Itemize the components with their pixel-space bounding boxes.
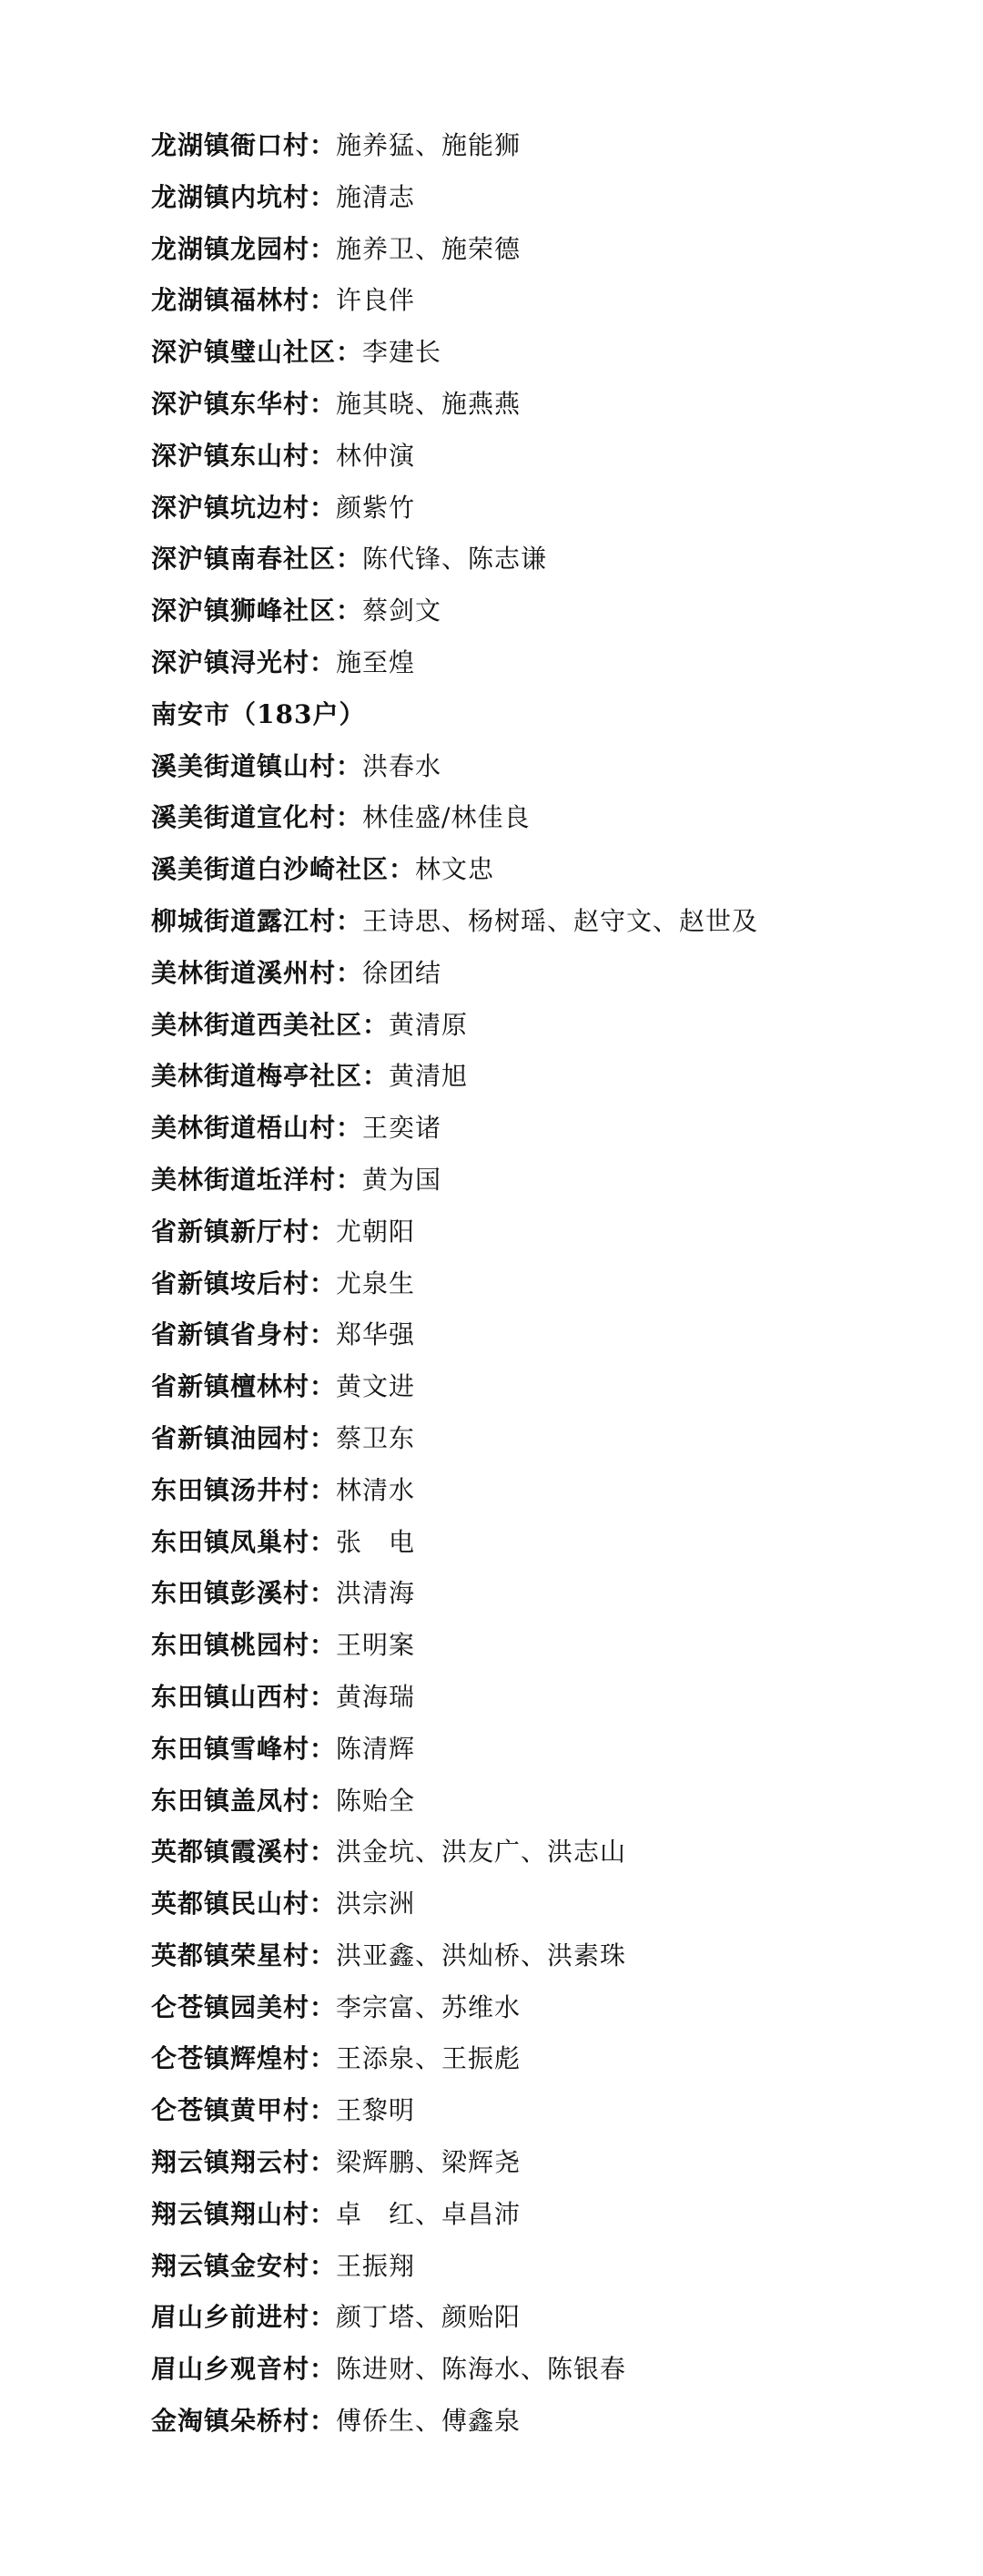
separator-colon: ： — [309, 181, 337, 212]
place-name: 英都镇荣星村 — [151, 1940, 310, 1970]
person-names: 施至煌 — [336, 647, 416, 677]
person-names: 颜紫竹 — [336, 492, 416, 523]
place-name: 东田镇汤井村 — [151, 1474, 310, 1505]
separator-colon: ： — [336, 337, 363, 368]
person-names: 林文忠 — [415, 854, 495, 885]
person-names: 施养卫、施荣德 — [336, 233, 522, 264]
place-name: 溪美街道镇山村 — [151, 750, 337, 781]
person-names: 林清水 — [336, 1474, 416, 1505]
place-name: 省新镇新厅村 — [151, 1216, 310, 1247]
separator-colon: ： — [336, 750, 363, 781]
list-item — [151, 124, 925, 176]
place-name: 美林街道西美社区 — [151, 1009, 363, 1040]
document-body — [151, 124, 925, 2451]
list-item — [151, 900, 925, 952]
list-item — [151, 1624, 925, 1675]
person-names: 张 电 — [336, 1526, 416, 1557]
person-names: 洪亚鑫、洪灿桥、洪素珠 — [336, 1940, 627, 1970]
place-name: 省新镇省身村 — [151, 1319, 310, 1350]
list-item — [151, 2193, 925, 2245]
person-names: 陈代锋、陈志谦 — [362, 544, 548, 575]
separator-colon: ： — [309, 130, 337, 160]
person-names: 王奕诸 — [362, 1113, 442, 1144]
place-name: 深沪镇南春社区 — [151, 544, 337, 575]
list-item — [151, 1779, 925, 1831]
place-name: 省新镇檀林村 — [151, 1371, 310, 1402]
person-names: 郑华强 — [336, 1319, 416, 1350]
section-heading-text: 南安市（183户） — [151, 698, 366, 729]
separator-colon: ： — [389, 854, 416, 885]
separator-colon: ： — [336, 544, 363, 575]
place-name: 金淘镇朵桥村 — [151, 2406, 310, 2437]
separator-colon: ： — [309, 1371, 337, 1402]
list-item — [151, 1106, 925, 1158]
place-name: 溪美街道宣化村 — [151, 802, 337, 833]
person-names: 施养猛、施能狮 — [336, 130, 522, 160]
place-name: 省新镇垵后村 — [151, 1268, 310, 1298]
person-names: 陈进财、陈海水、陈银春 — [336, 2354, 627, 2385]
list-item — [151, 2399, 925, 2451]
place-name: 龙湖镇衙口村 — [151, 130, 310, 160]
separator-colon: ： — [362, 1009, 390, 1040]
list-item — [151, 279, 925, 331]
person-names: 傅侨生、傅鑫泉 — [336, 2406, 522, 2437]
place-name: 美林街道溪州村 — [151, 957, 337, 988]
person-names: 黄海瑞 — [336, 1681, 416, 1712]
place-name: 美林街道梅亭社区 — [151, 1061, 363, 1092]
place-name: 仑苍镇黄甲村 — [151, 2095, 310, 2126]
separator-colon: ： — [309, 388, 337, 419]
place-name: 英都镇霞溪村 — [151, 1837, 310, 1868]
place-name: 美林街道梧山村 — [151, 1113, 337, 1144]
place-name: 深沪镇坑边村 — [151, 492, 310, 523]
place-name: 翔云镇翔山村 — [151, 2198, 310, 2229]
person-names: 卓 红、卓昌沛 — [336, 2198, 522, 2229]
place-name: 龙湖镇龙园村 — [151, 233, 310, 264]
place-name: 省新镇油园村 — [151, 1422, 310, 1453]
list-item — [151, 848, 925, 900]
separator-colon: ： — [309, 1319, 337, 1350]
separator-colon: ： — [309, 2147, 337, 2178]
separator-colon: ： — [309, 647, 337, 677]
place-name: 东田镇桃园村 — [151, 1630, 310, 1661]
separator-colon: ： — [309, 2302, 337, 2333]
place-name: 东田镇雪峰村 — [151, 1733, 310, 1764]
list-item — [151, 952, 925, 1003]
person-names: 王振翔 — [336, 2250, 416, 2281]
person-names: 蔡卫东 — [336, 1422, 416, 1453]
separator-colon: ： — [309, 1526, 337, 1557]
person-names: 施清志 — [336, 181, 416, 212]
person-names: 林仲演 — [336, 440, 416, 471]
separator-colon: ： — [309, 1422, 337, 1453]
separator-colon: ： — [309, 440, 337, 471]
person-names: 黄为国 — [362, 1164, 442, 1195]
place-name: 柳城街道露江村 — [151, 905, 337, 936]
person-names: 徐团结 — [362, 957, 442, 988]
separator-colon: ： — [309, 492, 337, 523]
person-names: 王黎明 — [336, 2095, 416, 2126]
place-name: 深沪镇浔光村 — [151, 647, 310, 677]
list-item — [151, 537, 925, 589]
place-name: 东田镇盖凤村 — [151, 1785, 310, 1816]
list-item — [151, 1365, 925, 1417]
separator-colon: ： — [309, 1216, 337, 1247]
person-names: 洪宗洲 — [336, 1889, 416, 1919]
list-item — [151, 1521, 925, 1573]
separator-colon: ： — [309, 1733, 337, 1764]
place-name: 眉山乡前进村 — [151, 2302, 310, 2333]
person-names: 许良伴 — [336, 285, 416, 316]
place-name: 龙湖镇内坑村 — [151, 181, 310, 212]
separator-colon: ： — [336, 1164, 363, 1195]
person-names: 王明案 — [336, 1630, 416, 1661]
separator-colon: ： — [336, 596, 363, 626]
list-item — [151, 1882, 925, 1934]
list-item — [151, 1003, 925, 1055]
person-names: 王诗思、杨树瑶、赵守文、赵世及 — [362, 905, 759, 936]
list-item — [151, 382, 925, 434]
separator-colon: ： — [336, 957, 363, 988]
place-name: 英都镇民山村 — [151, 1889, 310, 1919]
list-item — [151, 796, 925, 848]
separator-colon: ： — [309, 2406, 337, 2437]
list-item — [151, 1934, 925, 1986]
place-name: 翔云镇翔云村 — [151, 2147, 310, 2178]
list-item — [151, 641, 925, 693]
person-names: 梁辉鹏、梁辉尧 — [336, 2147, 522, 2178]
list-item — [151, 1675, 925, 1727]
list-item — [151, 1986, 925, 2038]
person-names: 尤朝阳 — [336, 1216, 416, 1247]
person-names: 林佳盛/林佳良 — [362, 802, 531, 833]
list-item — [151, 331, 925, 382]
place-name: 深沪镇东华村 — [151, 388, 310, 419]
separator-colon: ： — [309, 285, 337, 316]
separator-colon: ： — [309, 1681, 337, 1712]
place-name: 深沪镇东山村 — [151, 440, 310, 471]
list-item — [151, 1158, 925, 1210]
separator-colon: ： — [309, 1268, 337, 1298]
list-item — [151, 1572, 925, 1624]
place-name: 龙湖镇福林村 — [151, 285, 310, 316]
separator-colon: ： — [309, 2043, 337, 2074]
person-names: 颜丁塔、颜贻阳 — [336, 2302, 522, 2333]
separator-colon: ： — [309, 233, 337, 264]
person-names: 黄清旭 — [389, 1061, 469, 1092]
person-names: 洪春水 — [362, 750, 442, 781]
separator-colon: ： — [336, 802, 363, 833]
list-item — [151, 1054, 925, 1106]
person-names: 李建长 — [362, 337, 442, 368]
list-item — [151, 486, 925, 538]
person-names: 陈清辉 — [336, 1733, 416, 1764]
person-names: 黄文进 — [336, 1371, 416, 1402]
place-name: 美林街道坵洋村 — [151, 1164, 337, 1195]
list-item — [151, 2141, 925, 2193]
person-names: 陈贻全 — [336, 1785, 416, 1816]
list-item — [151, 1262, 925, 1314]
place-name: 仑苍镇辉煌村 — [151, 2043, 310, 2074]
separator-colon: ： — [309, 2250, 337, 2281]
person-names: 洪清海 — [336, 1578, 416, 1609]
separator-colon: ： — [309, 1991, 337, 2022]
place-name: 东田镇彭溪村 — [151, 1578, 310, 1609]
list-item — [151, 2089, 925, 2141]
separator-colon: ： — [309, 1474, 337, 1505]
list-item — [151, 2296, 925, 2347]
person-names: 洪金坑、洪友广、洪志山 — [336, 1837, 627, 1868]
separator-colon: ： — [336, 1113, 363, 1144]
list-item — [151, 1727, 925, 1779]
section-heading — [151, 693, 925, 745]
place-name: 深沪镇璧山社区 — [151, 337, 337, 368]
separator-colon: ： — [336, 905, 363, 936]
place-name: 深沪镇狮峰社区 — [151, 596, 337, 626]
person-names: 施其晓、施燕燕 — [336, 388, 522, 419]
person-names: 蔡剑文 — [362, 596, 442, 626]
list-item — [151, 1417, 925, 1469]
person-names: 李宗富、苏维水 — [336, 1991, 522, 2022]
list-item — [151, 1313, 925, 1365]
place-name: 仑苍镇园美村 — [151, 1991, 310, 2022]
separator-colon: ： — [309, 1630, 337, 1661]
list-item — [151, 1830, 925, 1882]
person-names: 王添泉、王振彪 — [336, 2043, 522, 2074]
separator-colon: ： — [309, 2095, 337, 2126]
list-item — [151, 745, 925, 797]
list-item — [151, 1210, 925, 1262]
place-name: 东田镇凤巢村 — [151, 1526, 310, 1557]
separator-colon: ： — [309, 1837, 337, 1868]
list-item — [151, 2245, 925, 2296]
list-item — [151, 434, 925, 486]
person-names: 尤泉生 — [336, 1268, 416, 1298]
separator-colon: ： — [309, 1785, 337, 1816]
place-name: 溪美街道白沙崎社区 — [151, 854, 390, 885]
list-item — [151, 2037, 925, 2089]
separator-colon: ： — [309, 1940, 337, 1970]
list-item — [151, 228, 925, 280]
place-name: 眉山乡观音村 — [151, 2354, 310, 2385]
separator-colon: ： — [309, 1578, 337, 1609]
separator-colon: ： — [362, 1061, 390, 1092]
list-item — [151, 589, 925, 641]
list-item — [151, 176, 925, 228]
list-item — [151, 1469, 925, 1521]
person-names: 黄清原 — [389, 1009, 469, 1040]
place-name: 翔云镇金安村 — [151, 2250, 310, 2281]
place-name: 东田镇山西村 — [151, 1681, 310, 1712]
separator-colon: ： — [309, 2198, 337, 2229]
separator-colon: ： — [309, 1889, 337, 1919]
list-item — [151, 2347, 925, 2399]
separator-colon: ： — [309, 2354, 337, 2385]
